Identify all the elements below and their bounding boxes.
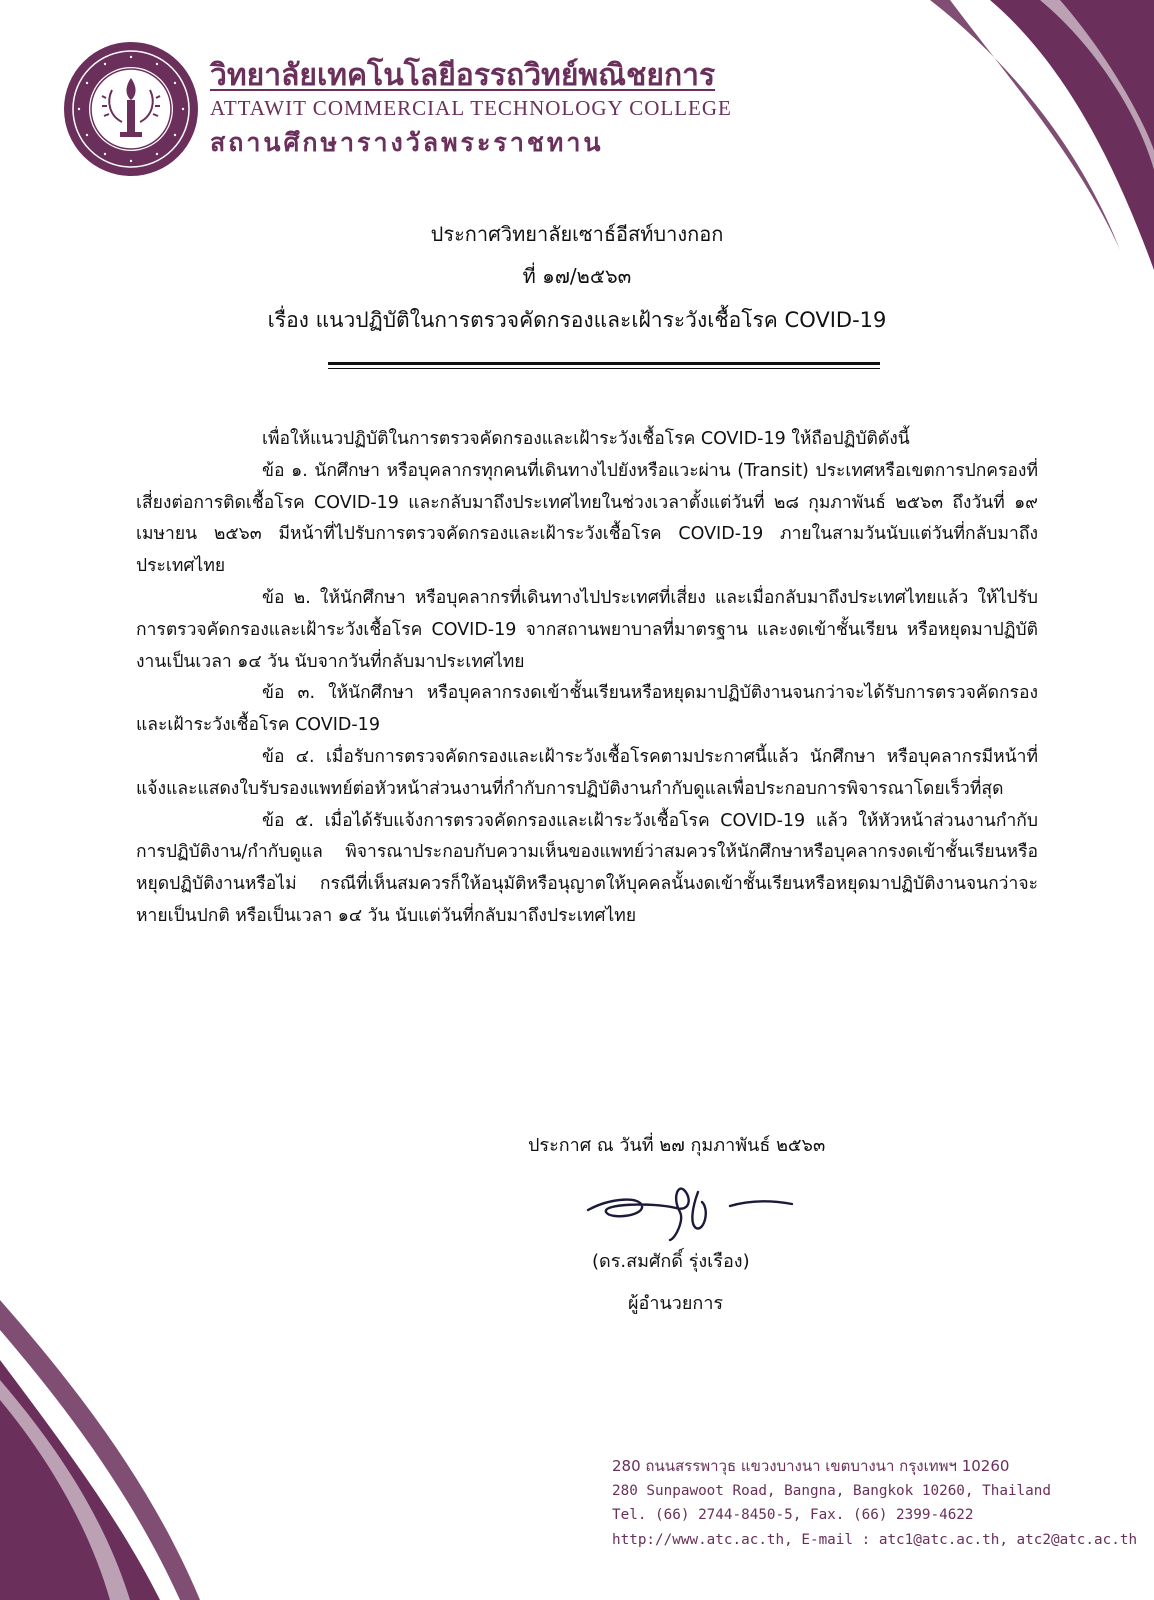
footer-web-email: http://www.atc.ac.th, E-mail : atc1@atc.ac.th, atc2@atc.ac.th bbox=[612, 1531, 1138, 1548]
clause-paragraph-1: ข้อ ๑. นักศึกษา หรือบุคลากรทุกคนที่เดินทางไปยังหรือแวะผ่าน (Transit) ประเทศหรือเขตการปกครองที่เสี่ยงต่อการติดเชื้อโรค COVID-19 และกลับมาถึงประเทศไทยในช่วงเวลาตั้งแต่วันที่ ๒๘ กุมภาพันธ์ ๒๕๖๓ ถึงวันที่ ๑๙ เมษายน ๒๕๖๓ มีหน้าที่ไปรับการตรวจคัดกรองและเฝ้าระวังเชื้อโรค COVID-19 ภายในสามวันนับแต่วันที่กลับมาถึงประเทศไทย bbox=[136, 460, 1038, 577]
footer-address-thai: 280 ถนนสรรพาวุธ แขวงบางนา เขตบางนา กรุงเทพฯ 10260 bbox=[612, 1457, 1010, 1475]
title-divider-thick bbox=[328, 362, 880, 365]
footer-address-english: 280 Sunpawoot Road, Bangna, Bangkok 10260, Thailand bbox=[612, 1482, 1051, 1499]
announcement-number: ที่ ๑๗/๒๕๖๓ bbox=[522, 264, 632, 288]
college-award-text: สถานศึกษารางวัลพระราชทาน bbox=[210, 128, 604, 157]
signer-title: ผู้อำนวยการ bbox=[628, 1293, 724, 1314]
body-intro-paragraph: เพื่อให้แนวปฏิบัติในการตรวจคัดกรองและเฝ้าระวังเชื้อโรค COVID-19 ให้ถือปฏิบัติดังนี้ bbox=[262, 429, 910, 449]
footer-contact-block bbox=[612, 1454, 1137, 1552]
announcement-body bbox=[136, 424, 1038, 933]
announcement-date: ประกาศ ณ วันที่ ๒๗ กุมภาพันธ์ ๒๕๖๓ bbox=[528, 1135, 826, 1156]
announcement-heading: ประกาศวิทยาลัยเซาธ์อีสท์บางกอก bbox=[430, 222, 724, 246]
clause-paragraph-3: ข้อ ๓. ให้นักศึกษา หรือบุคลากรงดเข้าชั้นเรียนหรือหยุดมาปฏิบัติงานจนกว่าจะได้รับการตรวจคัดกรองและเฝ้าระวังเชื้อโรค COVID-19 bbox=[136, 683, 1038, 736]
title-divider-thin bbox=[328, 368, 880, 369]
college-name-thai: วิทยาลัยเทคโนโลยีอรรถวิทย์พณิชยการ bbox=[210, 58, 716, 93]
clause-paragraph-5: ข้อ ๕. เมื่อได้รับแจ้งการตรวจคัดกรองและเฝ้าระวังเชื้อโรค COVID-19 แล้ว ให้หัวหน้าส่วนงานกำกับการปฏิบัติงาน/กำกับดูแล พิจารณาประกอบกับความเห็นของแพทย์ว่าสมควรให้นักศึกษาหรือบุคลากรงดเข้าชั้นเรียนหรือหยุดปฏิบัติงานหรือไม่ กรณีที่เห็นสมควรก็ให้อนุมัติหรือนุญาตให้บุคคลนั้นงดเข้าชั้นเรียนหรือหยุดมาปฏิบัติงานจนกว่าจะหายเป็นปกติ หรือเป็นเวลา ๑๔ วัน นับแต่วันที่กลับมาถึงประเทศไทย bbox=[136, 810, 1038, 926]
footer-phone-fax: Tel. (66) 2744-8450-5, Fax. (66) 2399-4622 bbox=[612, 1507, 974, 1523]
director-signature bbox=[580, 1168, 800, 1248]
signer-name: (ดร.สมศักดิ์ รุ่งเรือง) bbox=[592, 1251, 750, 1272]
college-seal-logo bbox=[62, 40, 200, 178]
clause-paragraph-2: ข้อ ๒. ให้นักศึกษา หรือบุคลากรที่เดินทางไปประเทศที่เสี่ยง และเมื่อกลับมาถึงประเทศไทยแล้ว ให้ไปรับการตรวจคัดกรองและเฝ้าระวังเชื้อโรค COVID-19 จากสถานพยาบาลที่มาตรฐาน และงดเข้าชั้นเรียน หรือหยุดมาปฏิบัติงานเป็นเวลา ๑๔ วัน นับจากวันที่กลับมาประเทศไทย bbox=[136, 587, 1038, 672]
college-name-english: ATTAWIT COMMERCIAL TECHNOLOGY COLLEGE bbox=[210, 96, 732, 120]
announcement-subject: เรื่อง แนวปฏิบัติในการตรวจคัดกรองและเฝ้าระวังเชื้อโรค COVID-19 bbox=[267, 308, 887, 332]
clause-paragraph-4: ข้อ ๔. เมื่อรับการตรวจคัดกรองและเฝ้าระวังเชื้อโรคตามประกาศนี้แล้ว นักศึกษา หรือบุคลากรมีหน้าที่แจ้งและแสดงใบรับรองแพทย์ต่อหัวหน้าส่วนงานที่กำกับการปฏิบัติงานกำกับดูแลเพื่อประกอบการพิจารณาโดยเร็วที่สุด bbox=[136, 746, 1038, 799]
